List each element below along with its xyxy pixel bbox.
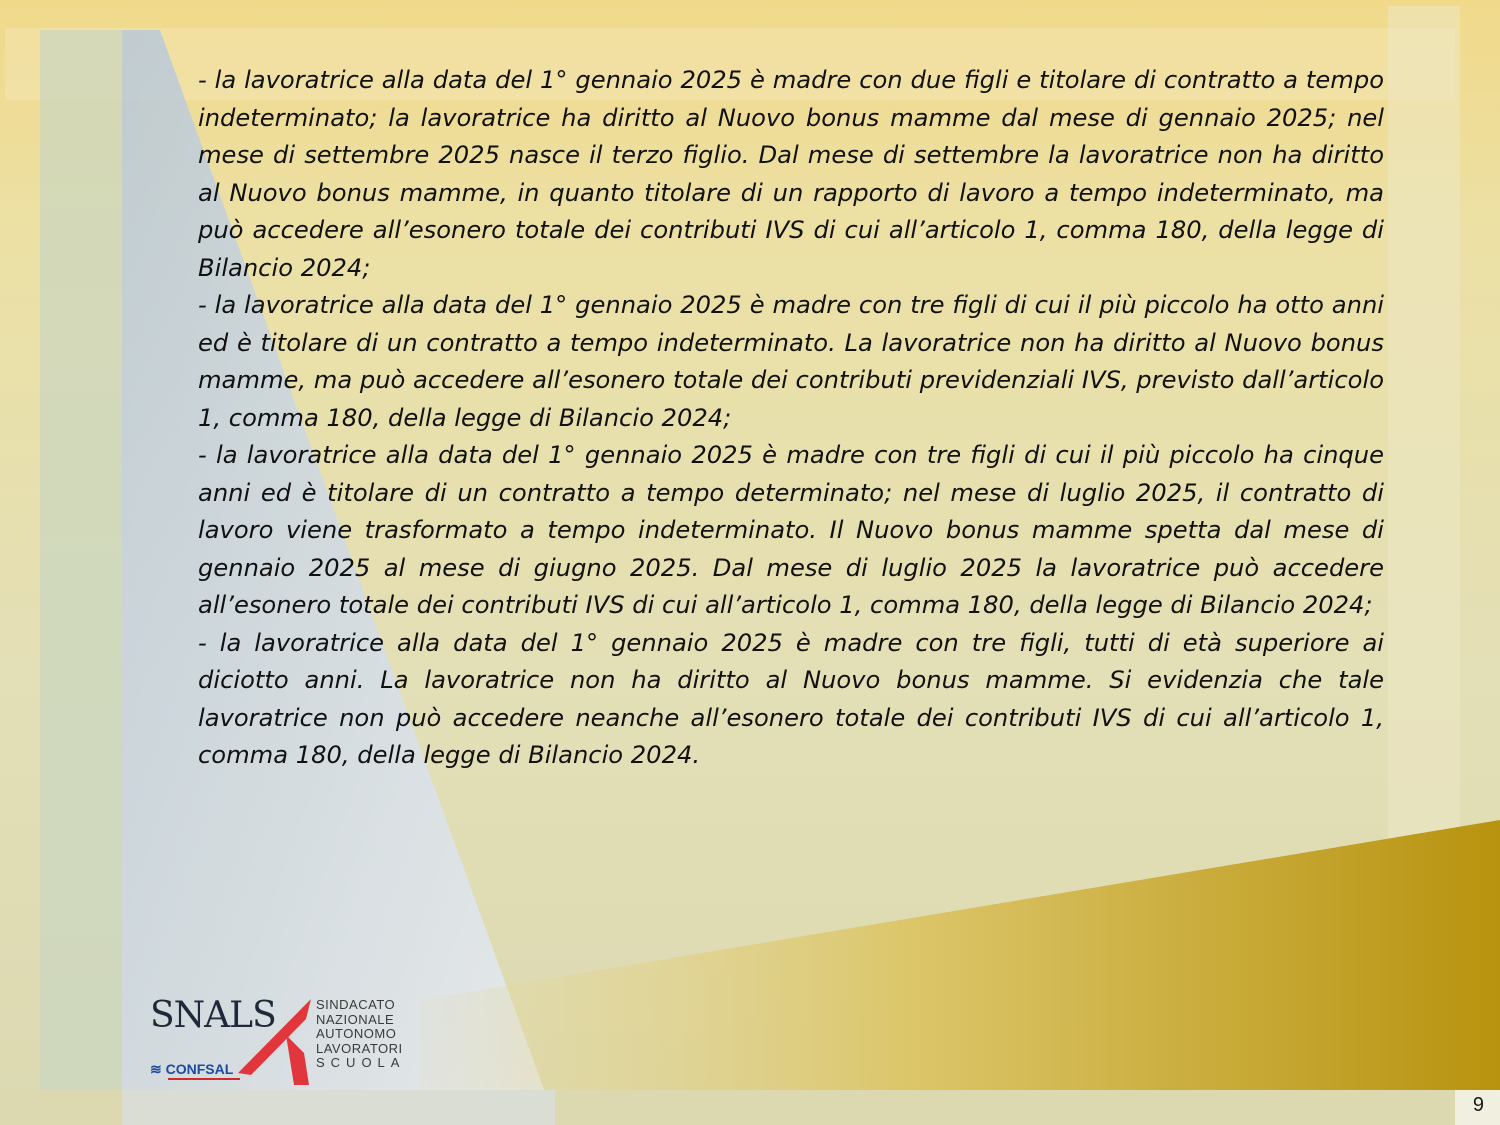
page-number: 9 xyxy=(1472,1094,1484,1116)
logo-wordmark: SNALS xyxy=(150,995,276,1036)
acronym-line: SCUOLA xyxy=(316,1055,406,1070)
acronym-line: AUTONOMO xyxy=(316,1026,397,1041)
acronym-line: LAVORATORI xyxy=(316,1040,403,1056)
snals-logo xyxy=(146,995,416,1085)
logo-acronym xyxy=(316,998,416,1071)
confsal-icon: ≋ xyxy=(150,1061,162,1077)
acronym-line: NAZIONALE xyxy=(316,1011,395,1027)
paragraph-4: - la lavoratrice alla data del 1° gennaio 2025 è madre con tre figli, tutti di età superiore ai diciotto anni. La lavoratrice non ha diritto al Nuovo bonus mamme. Si evidenzia che tale lavoratrice non può accedere neanche all’esonero totale dei contributi IVS di cui all’articolo 1, comma 180, della legge di Bilancio 2024. xyxy=(198,628,1384,769)
confsal-text: CONFSAL xyxy=(165,1061,234,1077)
body-text xyxy=(198,62,1384,775)
confsal-label xyxy=(150,1061,233,1078)
paragraph-1: - la lavoratrice alla data del 1° gennaio 2025 è madre con due figli e titolare di contratto a tempo indeterminato; la lavoratrice ha diritto al Nuovo bonus mamme dal mese di gennaio 2025; nel mese di settembre 2025 nasce il terzo figlio. Dal mese di settembre la lavoratrice non ha diritto al Nuovo bonus mamme, in quanto titolare di un rapporto di lavoro a tempo indeterminato, ma può accedere all’esonero totale dei contributi IVS di cui all’articolo 1, comma 180, della legge di Bilancio 2024; xyxy=(198,66,1384,282)
paragraph-3: - la lavoratrice alla data del 1° gennaio 2025 è madre con tre figli di cui il più piccolo ha cinque anni ed è titolare di un contratto a tempo determinato; nel mese di luglio 2025, il contratto di lavoro viene trasformato a tempo indeterminato. Il Nuovo bonus mamme spetta dal mese di gennaio 2025 al mese di giugno 2025. Dal mese di luglio 2025 la lavoratrice può accedere all’esonero totale dei contributi IVS di cui all’articolo 1, comma 180, della legge di Bilancio 2024; xyxy=(198,441,1384,619)
confsal-underline xyxy=(168,1078,240,1080)
acronym-line: SINDACATO xyxy=(316,997,396,1012)
paragraph-2: - la lavoratrice alla data del 1° gennaio 2025 è madre con tre figli di cui il più piccolo ha otto anni ed è titolare di un contratto a tempo indeterminato. La lavoratrice non ha diritto al Nuovo bonus mamme, ma può accedere all’esonero totale dei contributi previdenziali IVS, previsto dall’articolo 1, comma 180, della legge di Bilancio 2024; xyxy=(198,291,1384,432)
